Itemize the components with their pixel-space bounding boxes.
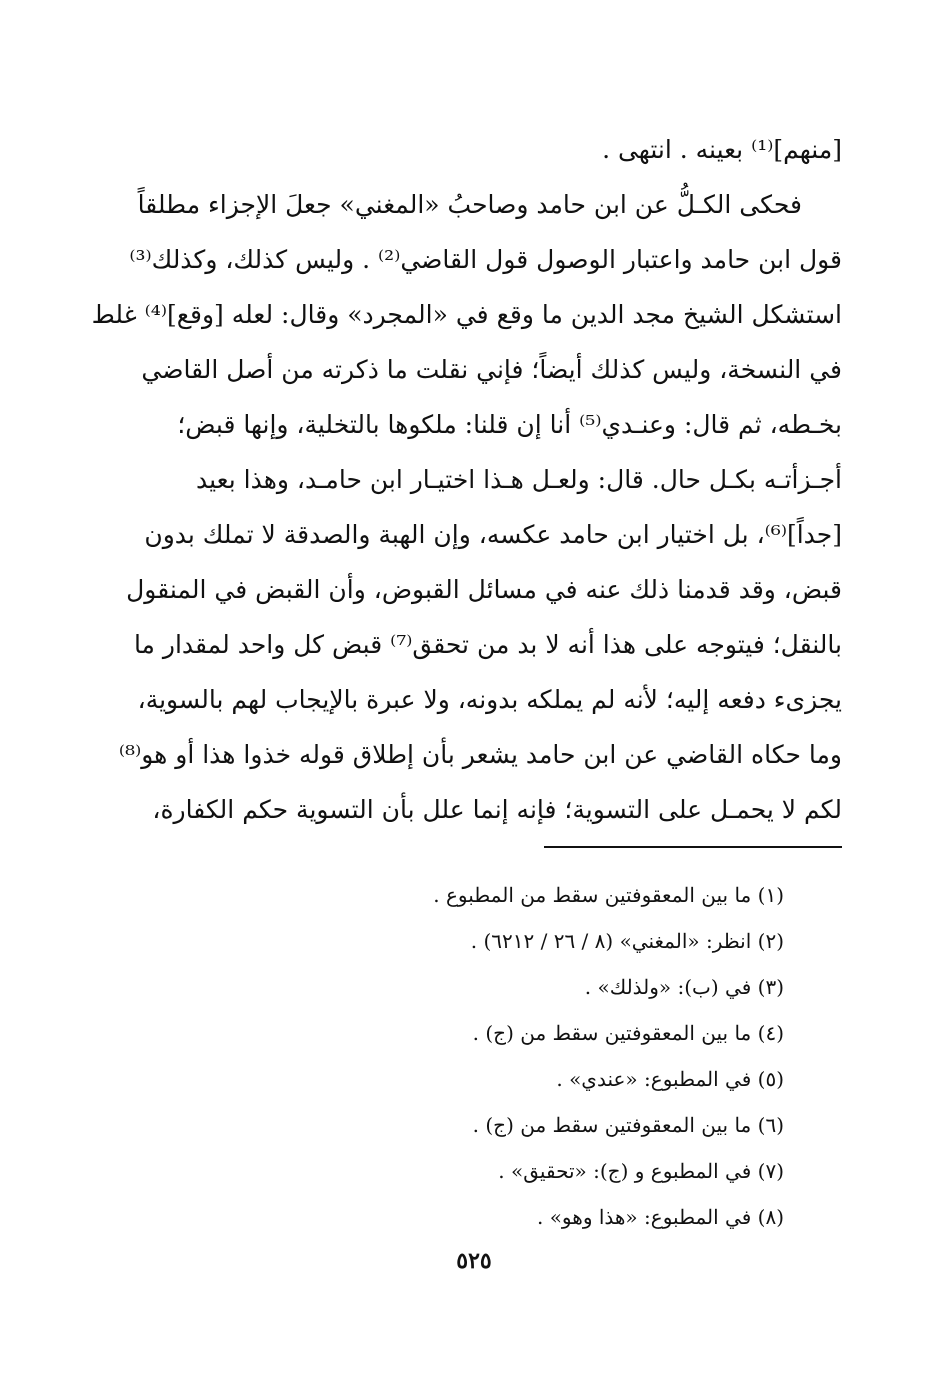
footnote: (٥) في المطبوع: «عندي» . (556, 1067, 784, 1091)
footnote: (٤) ما بين المعقوفتين سقط من (ج) . (472, 1021, 784, 1045)
text-line: يجزىء دفعه إليه؛ لأنه لم يملكه بدونه، ولا عبرة بالإيجاب لهم بالسوية، (137, 685, 842, 714)
text-line: لكم لا يحمـل على التسوية؛ فإنه إنما علل بأن التسوية حكم الكفارة، (152, 795, 842, 824)
footnote: (٢) انظر: «المغني» (٨ / ٢٦ / ٦٢١٢) . (470, 929, 784, 953)
text-line: فحكى الكـلُّ عن ابن حامد وصاحبُ «المغني» جعلَ الإجزاء مطلقاً (137, 190, 802, 219)
text-line: بخـطه، ثم قال: وعنـدي⁽⁵⁾ أنا إن قلنا: ملكوها بالتخلية، وإنها قبض؛ (177, 410, 842, 439)
footnote: (٧) في المطبوع و (ج): «تحقيق» . (498, 1159, 784, 1183)
footnotes (284, 872, 784, 1240)
footnote: (١) ما بين المعقوفتين سقط من المطبوع . (433, 883, 784, 907)
text-line: وما حكاه القاضي عن ابن حامد يشعر بأن إطلاق قوله خذوا هذا أو هو⁽⁸⁾ (118, 740, 842, 769)
text-line: [منهم]⁽¹⁾ بعينه . انتهى . (602, 135, 842, 164)
main-text (91, 122, 842, 837)
footnote: (٨) في المطبوع: «هذا وهو» . (536, 1205, 784, 1229)
text-line: قبض، وقد قدمنا ذلك عنه في مسائل القبوض، وأن القبض في المنقول (126, 575, 842, 604)
footnote-separator (544, 846, 842, 848)
footnote: (٦) ما بين المعقوفتين سقط من (ج) . (472, 1113, 784, 1137)
text-line: قول ابن حامد واعتبار الوصول قول القاضي⁽²⁾ . وليس كذلك، وكذلك⁽³⁾ (129, 245, 842, 274)
text-line: بالنقل؛ فيتوجه على هذا أنه لا بد من تحقق⁽⁷⁾ قبض كل واحد لمقدار ما (133, 630, 842, 659)
text-line: [جداً]⁽⁶⁾، بل اختيار ابن حامد عكسه، وإن الهبة والصدقة لا تملك بدون (144, 520, 842, 549)
text-line: في النسخة، وليس كذلك أيضاً؛ فإني نقلت ما ذكرته من أصل القاضي (141, 355, 842, 384)
text-line: أجـزأتـه بكـل حال. قال: ولعـل هـذا اختيـار ابن حامـد، وهذا بعيد (196, 465, 842, 494)
text-line: استشكل الشيخ مجد الدين ما وقع في «المجرد» وقال: لعله [وقع]⁽⁴⁾ غلط (91, 300, 842, 329)
footnote: (٣) في (ب): «ولذلك» . (584, 975, 784, 999)
page-number: ٥٢٥ (456, 1248, 492, 1274)
